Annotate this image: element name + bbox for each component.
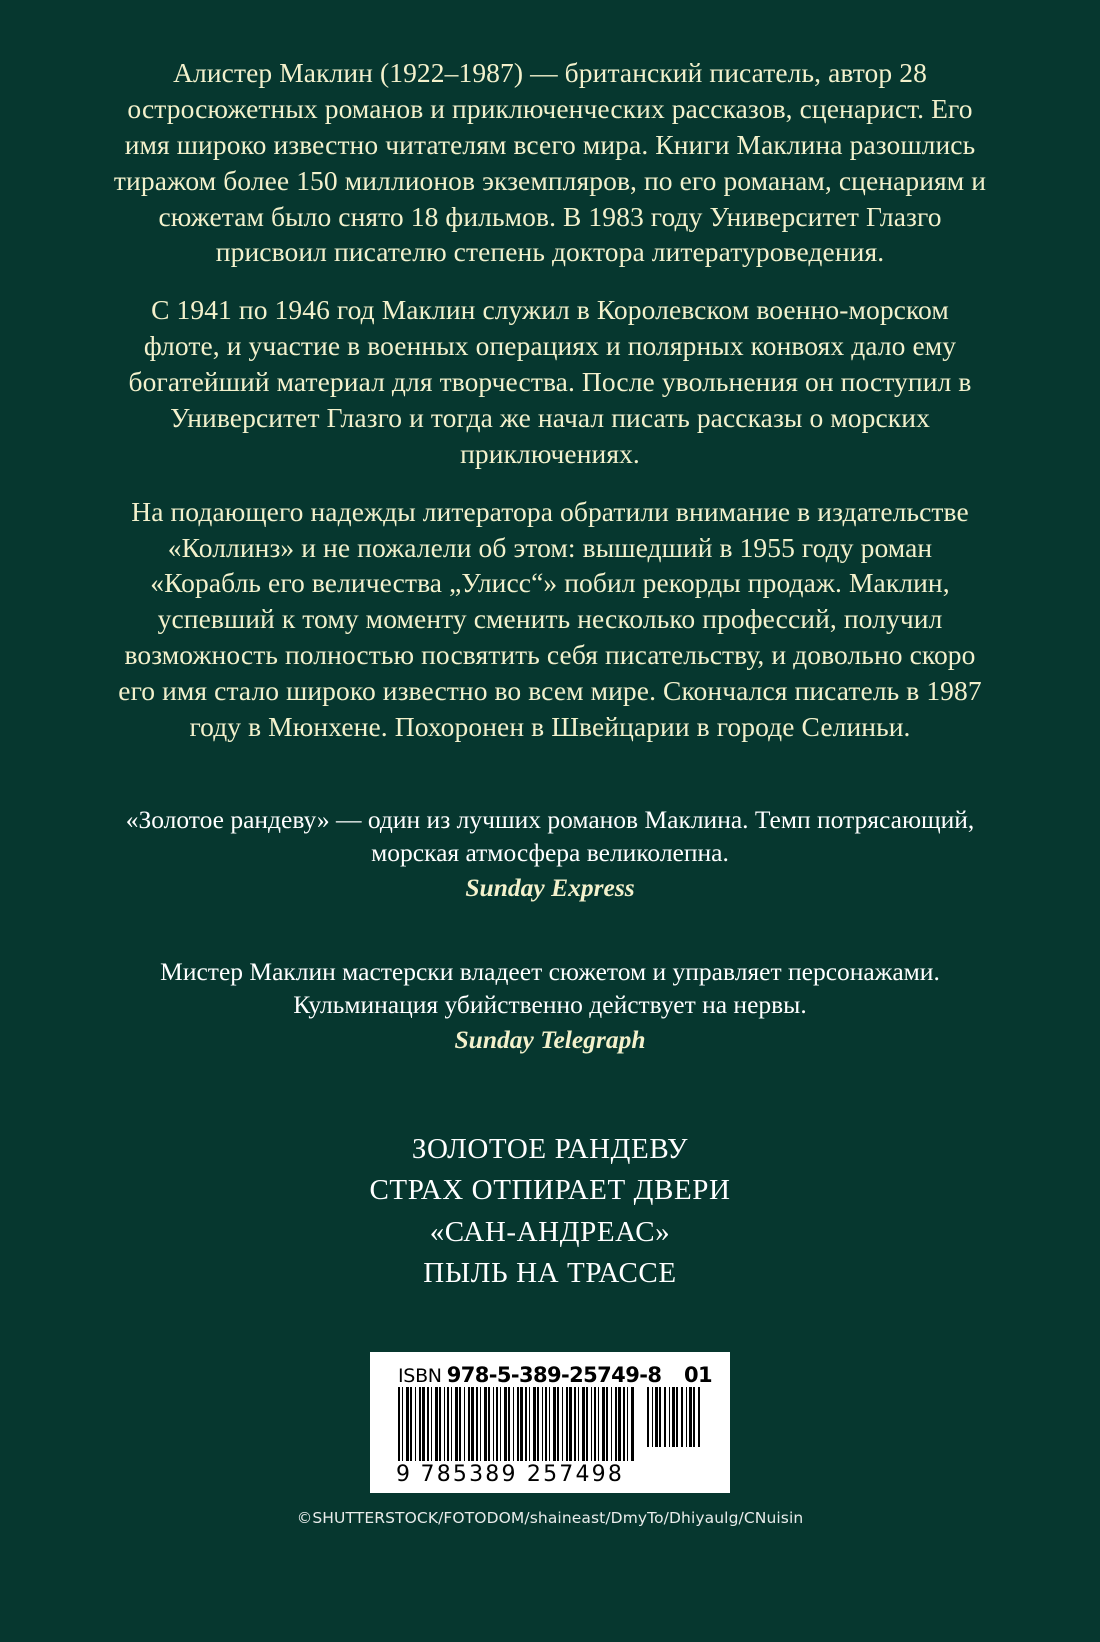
- ean-addon-bars-icon: [647, 1387, 703, 1447]
- ean-digits: 785389 257498: [420, 1462, 625, 1487]
- review-item: [110, 803, 990, 904]
- content-title: ЗОЛОТОЕ РАНДЕВУ: [411, 1132, 689, 1165]
- author-biography: [110, 55, 990, 745]
- ean-digits-row: [384, 1462, 716, 1487]
- press-reviews: [110, 803, 990, 1057]
- ean13-bars-icon: [398, 1387, 634, 1461]
- isbn-number: 978-5-389-25749-8: [446, 1363, 662, 1387]
- review-item: [110, 955, 990, 1056]
- barcode-bars-row: [384, 1387, 716, 1461]
- barcode-area: [0, 1352, 1100, 1527]
- review-quote: Мистер Маклин мастерски владеет сюжетом и управляет персонажами. Кульминация убийственно действует на нервы.: [160, 957, 940, 1020]
- biography-paragraph-3: На подающего надежды литератора обратили внимание в издательстве «Коллинз» и не пожалели об этом: вышедший в 1955 году роман «Корабль его величества „Улисс“» побил рекорды продаж. Маклин, успевший к тому моменту сменить несколько профессий, получил возможность полностью посвятить себя писательству, и довольно скоро его имя стало широко известно во всем мире. Скончался писатель в 1987 году в Мюнхене. Похоронен в Швейцарии в городе Селиньи.: [118, 495, 982, 742]
- barcode-block: [370, 1352, 730, 1493]
- isbn-label: ISBN: [398, 1365, 442, 1387]
- contents-title-list: [369, 1129, 730, 1295]
- content-title: ПЫЛЬ НА ТРАССЕ: [423, 1257, 677, 1289]
- review-quote: «Золотое рандеву» — один из лучших романов Маклина. Темп потрясающий, морская атмосфера великолепна.: [125, 804, 975, 867]
- isbn-row: [384, 1363, 716, 1387]
- content-title: «САН-АНДРЕАС»: [429, 1215, 671, 1248]
- biography-paragraph-2: С 1941 по 1946 год Маклин служил в Королевском военно-морском флоте, и участие в военных операциях и полярных конвоях дало ему богатейший материал для творчества. После увольнения он поступил в Университет Глазго и тогда же начал писать рассказы о морских приключениях.: [128, 294, 972, 469]
- biography-paragraph-1: Алистер Маклин (1922–1987) — британский писатель, автор 28 остросюжетных романов и приключенческих рассказов, сценарист. Его имя широко известно читателям всего мира. Книги Маклина разошлись тиражом более 150 миллионов экземпляров, по его романам, сценариям и сюжетам было снято 18 фильмов. В 1983 году Университет Глазго присвоил писателю степень доктора литературоведения.: [113, 57, 987, 268]
- ean-lead-digit: 9: [396, 1462, 411, 1487]
- review-source: Sunday Express: [465, 873, 635, 903]
- barcode-addon-number: 01: [683, 1363, 712, 1387]
- review-source: Sunday Telegraph: [454, 1025, 646, 1055]
- content-title: СТРАХ ОТПИРАЕТ ДВЕРИ: [369, 1174, 731, 1207]
- photo-credit: ©SHUTTERSTOCK/FOTODOM/shaineast/DmyTo/Dhiyaulg/CNuisin: [296, 1509, 804, 1527]
